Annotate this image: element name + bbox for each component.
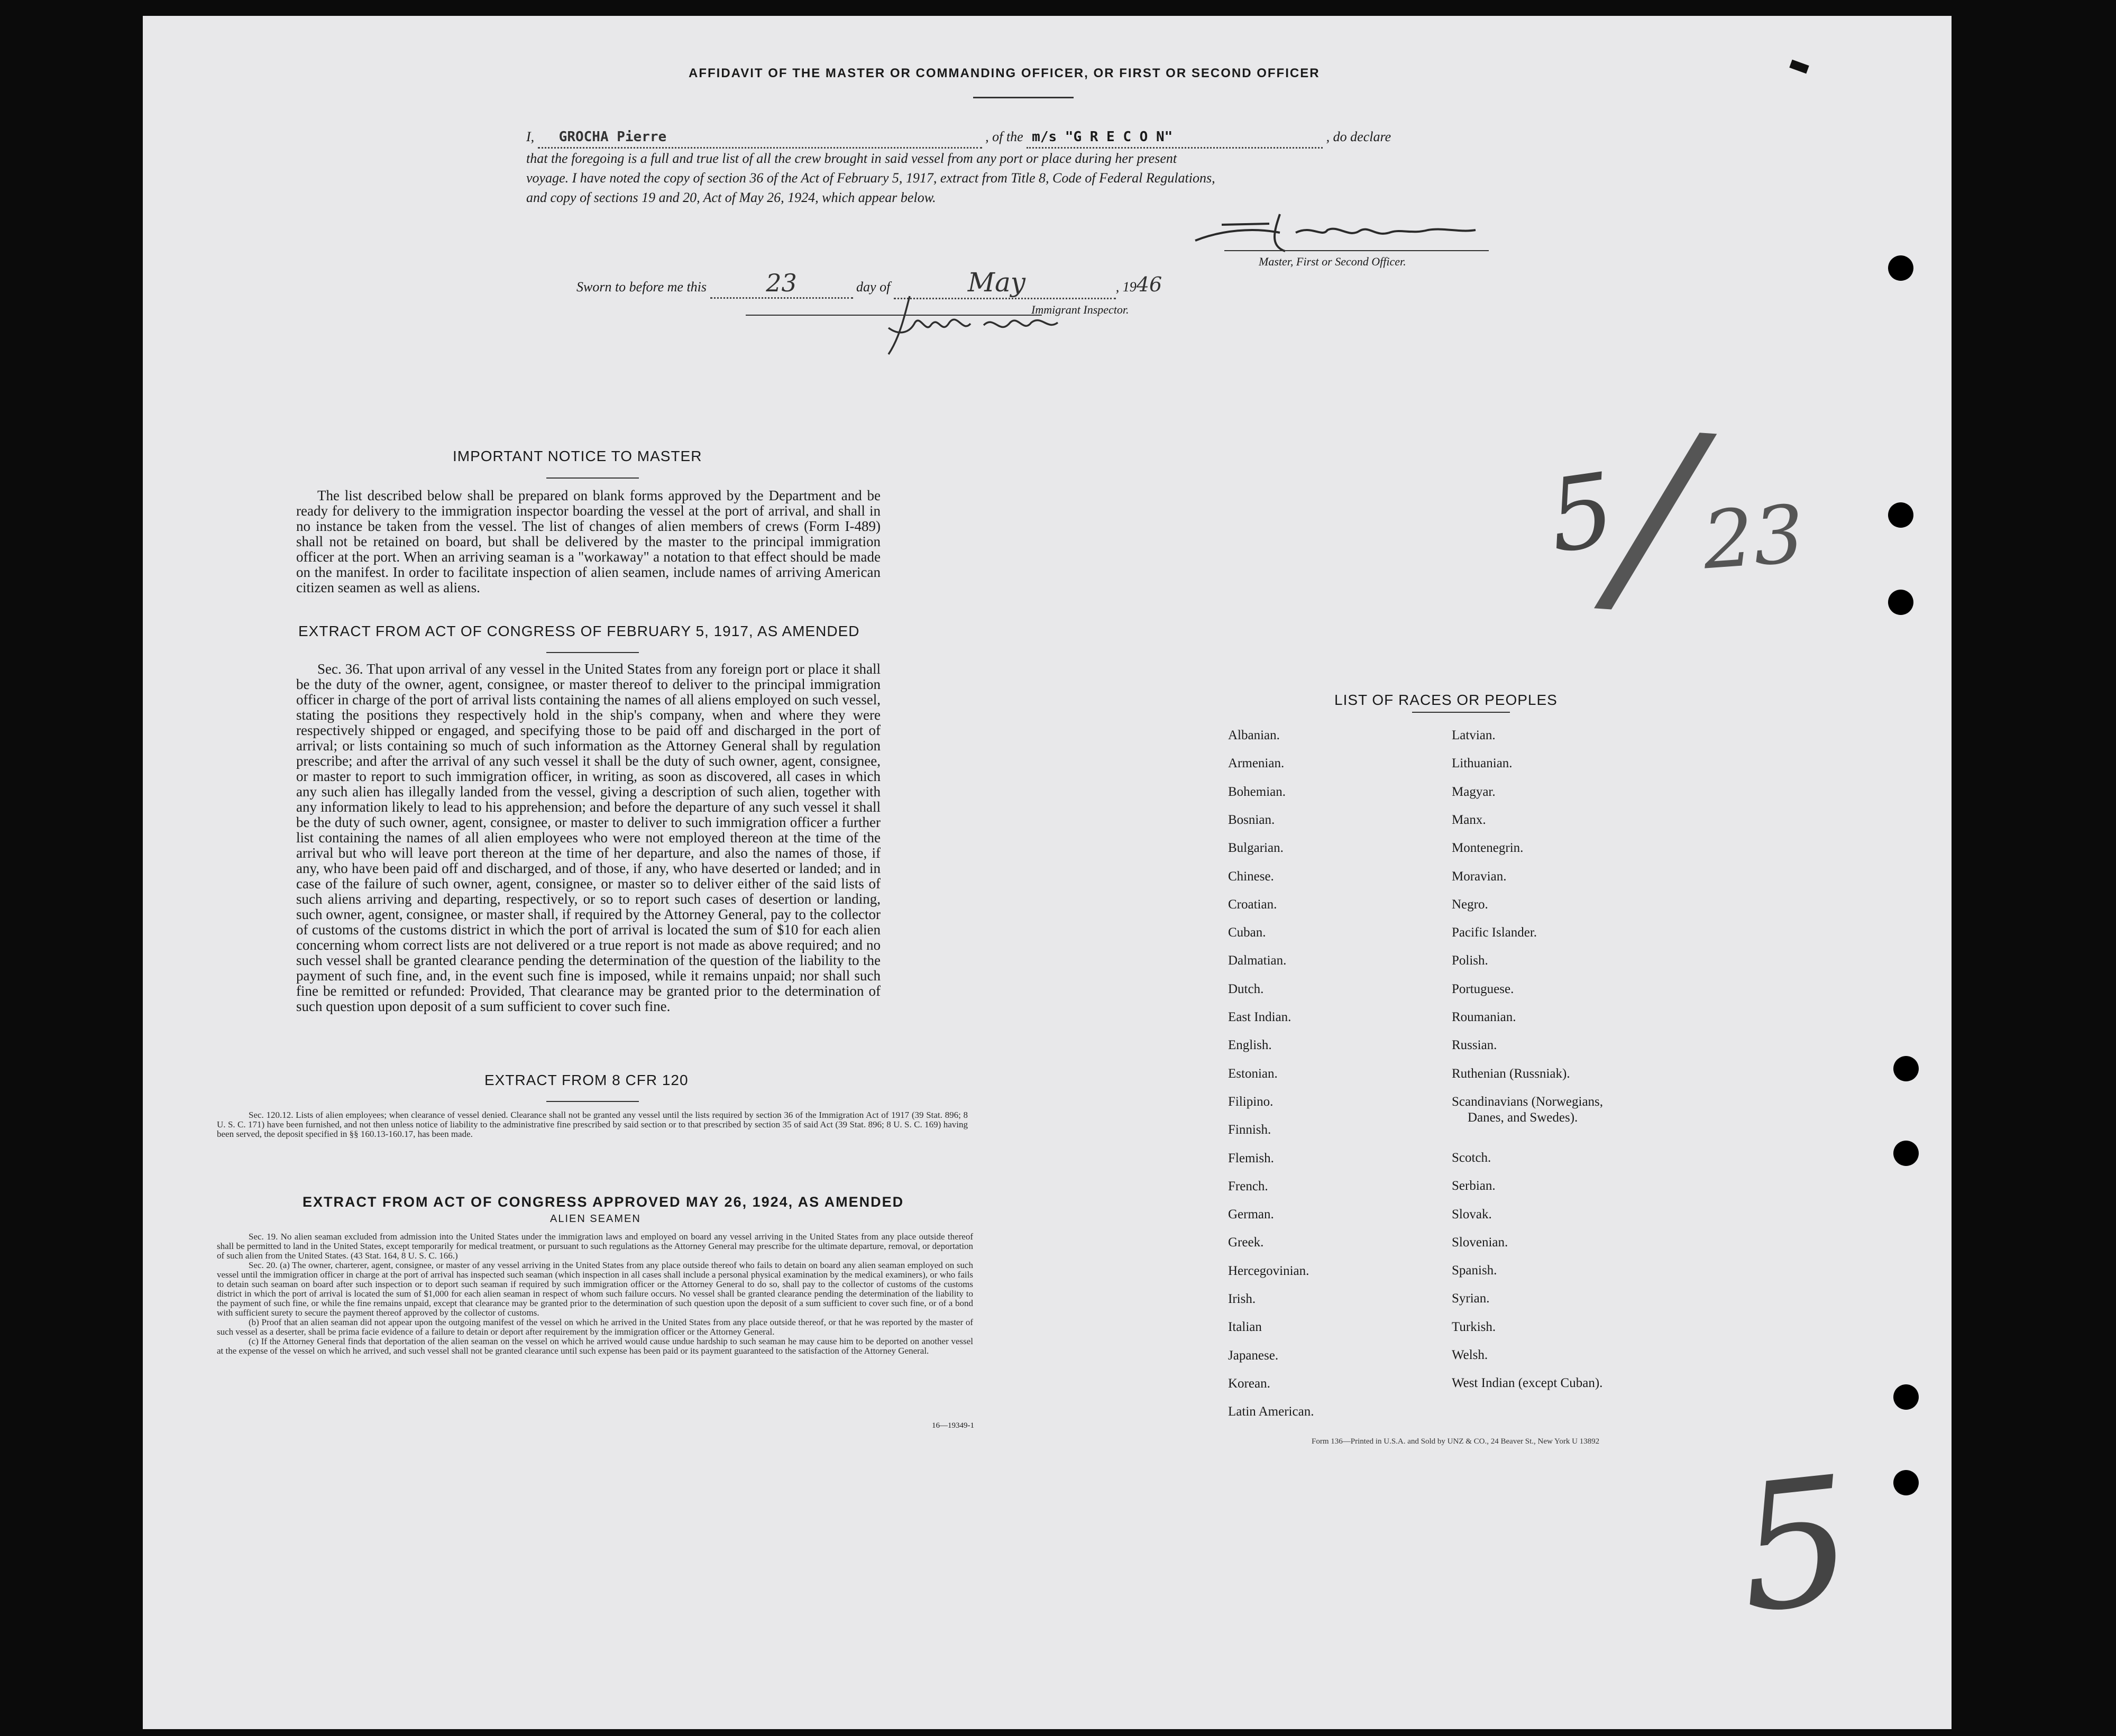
master-caption: Master, First or Second Officer. [1259,255,1406,268]
section-19: Sec. 19. No alien seaman excluded from admission into the United States under the immigration laws and employed on board any vessel arriving in the United States from any place outside thereof shall be permitted to land in the United States, except temporarily for medical treatment, or pursuant to such regulations as the Attorney General may prescribe for the ultimate departure, removal, or deportation of such alien from the United States. (43 Stat. 164, 8 U. S. C. 166.) [217,1232,973,1261]
section-20a: Sec. 20. (a) The owner, charterer, agent, consignee, or master of any vessel arriving in the United States from any place outside thereof who fails to detain on board any alien seaman employed on such vessel until the immigration officer in charge at the port of arrival has inspected such seaman (which inspection in all cases shall include a personal physical examination by the medical examiners), or who fails to detain such seaman on board after such inspection or to deport such seaman if required by such immigration officer or the Attorney General to do so, shall pay to the collector of customs of the customs district in which the port of arrival is located the sum of $1,000 for each alien seaman in respect of whom such failure occurs. No vessel shall be granted clearance pending the determination of the liability to the payment of such fine, or while the fine remains unpaid, except that clearance may be granted prior to the determination of such question upon the deposit of a sum sufficient to cover such fine, or of a bond with sufficient surety to secure the payment thereof approved by the collector of customs. [217,1260,973,1318]
race-item: Spanish. [1452,1263,1497,1278]
notice-text: The list described below shall be prepared on blank forms approved by the Department and be ready for delivery to the immigration inspector boarding the vessel at the port of arrival, and shall in no instance be taken from the vessel. The list of changes of alien members of crews (Form I-489) shall not be retained on board, but shall be delivered by the master to the principal immigration officer at the port. When an arriving seaman is a "workaway" a notation to that effect should be made on the manifest. In order to facilitate inspection of alien seamen, include names of arriving American citizen seamen as well as aliens. [296,488,881,595]
extract-cfr-text: Sec. 120.12. Lists of alien employees; when clearance of vessel denied. Clearance shall not be granted any vessel until the lists required by section 36 of the Immigration Act of 1917 (39 Stat. 896; 8 U. S. C. 171) have been furnished, and not then unless notice of liability to the administrative fine prescribed by said section or to that prescribed by section 35 of said Act (39 Stat. 896; 8 U. S. C. 169) having been served, the deposit specified in §§ 160.13-160.17, has been made. [217,1110,968,1139]
date-note-23: 23 [1700,488,1807,587]
title-rule [973,97,1074,98]
master-name: GROCHA Pierre [558,129,667,145]
extract-1917-title: EXTRACT FROM ACT OF CONGRESS OF FEBRUARY 5, 1917, AS AMENDED [298,623,860,639]
race-item: East Indian. [1228,1010,1291,1024]
race-item: Flemish. [1228,1151,1274,1165]
notice-rule [546,477,639,479]
race-item: Danes, and Swedes). [1468,1110,1578,1125]
affidavit-title: AFFIDAVIT OF THE MASTER OR COMMANDING OFFICER, OR FIRST OR SECOND OFFICER [689,66,1320,80]
year-suffix: 46 [1136,273,1162,296]
form-number: 16—19349-1 [932,1421,974,1430]
race-item: Armenian. [1228,756,1285,771]
race-item: Bosnian. [1228,812,1275,827]
extract-1924-subtitle: ALIEN SEAMEN [550,1213,641,1225]
race-item: French. [1228,1179,1268,1193]
race-item: Negro. [1452,897,1488,912]
race-item: Pacific Islander. [1452,925,1537,940]
race-item: Finnish. [1228,1123,1271,1137]
inspector-signature-line [746,315,1042,316]
race-item: Croatian. [1228,897,1277,912]
race-item: Italian [1228,1320,1262,1335]
races-rule [1412,712,1510,713]
corner-number: 5 [1729,1438,1862,1652]
extract-cfr-rule [546,1101,639,1102]
race-item: Turkish. [1452,1319,1496,1334]
printer-imprint: Form 136—Printed in U.S.A. and Sold by UNZ & CO., 24 Beaver St., New York U 13892 [1312,1437,1600,1446]
binder-hole [1888,590,1913,615]
race-item: English. [1228,1038,1272,1053]
race-item: Latvian. [1452,728,1496,742]
race-item: Portuguese. [1452,981,1514,996]
race-item: Moravian. [1452,869,1507,884]
race-item: Dutch. [1228,981,1264,996]
do-declare-label: , do declare [1326,129,1391,144]
declaration-first-line [526,127,1520,149]
race-item: Serbian. [1452,1179,1496,1193]
date-note-slash: / [1609,383,1702,647]
master-signature-line [1224,250,1489,251]
race-item: Irish. [1228,1292,1256,1306]
master-name-field [538,127,982,149]
extract-1917-text: Sec. 36. That upon arrival of any vessel in the United States from any foreign port or place it shall be the duty of the owner, agent, consignee, or master thereof to deliver to the principal immigration officer in charge of the port of arrival lists containing the names of all aliens employed on such vessel, stating the positions they respectively hold in the ship's company, when and where they were respectively shipped or engaged, and specifying those to be paid off and discharged in the port of arrival; or lists containing so much of such information as the Attorney General shall by regulation prescribe; and after the arrival of any such vessel it shall be the duty of such owner, agent, consignee, or master to report to such immigration officer, in writing, as soon as discovered, all cases in which any such alien has illegally landed from the vessel, giving a description of such alien, together with any information likely to lead to his apprehension; and before the departure of any such vessel it shall be the duty of such owner, agent, consignee, or master to deliver to such immigration officer a further list containing the names of all alien employees who were not employed thereon at the time of the arrival but who will leave port thereon at the time of her departure, and also the names of those, if any, who have been paid off and discharged, and of those, if any, who have deserted or landed; and in case of the failure of such owner, agent, consignee, or master so to deliver either of the said lists of such aliens arriving and departing, respectively, or so to report such cases of desertion or landing, such owner, agent, consignee, or master shall, if required by the Attorney General, pay to the collector of customs of the customs district in which the port of arrival is located the sum of $10 for each alien concerning whom correct lists are not delivered or a true report is not made as above required; and no such vessel shall be granted clearance pending the determination of the question of the liability to the payment of such fine, and, in the event such fine is imposed, while it remains unpaid; nor shall such fine be remitted or refunded: Provided, That clearance may be granted prior to the determination of such question upon deposit of a sum sufficient to cover such fine. [296,661,881,1014]
binder-hole [1893,1470,1919,1495]
vessel-name: m/s "G R E C O N" [1032,129,1173,145]
race-item: Scotch. [1452,1150,1491,1165]
race-item: Welsh. [1452,1348,1488,1362]
race-item: Albanian. [1228,728,1280,742]
race-item: Russian. [1452,1038,1497,1053]
binder-hole [1893,1141,1919,1166]
sworn-day: 23 [766,269,797,297]
binder-hole [1893,1056,1919,1081]
declaration-line-3: and copy of sections 19 and 20, Act of May 26, 1924, which appear below. [526,190,936,205]
section-20c: (c) If the Attorney General finds that deportation of the alien seaman on the vessel on which he arrived would cause undue hardship to such seaman he may cause him to be deported on another vessel at the expense of the vessel on which he arrived, and such vessel shall not be granted clearance until such expense has been paid or its payment guaranteed to the satisfaction of the Attorney General. [217,1336,973,1356]
document-page [143,16,1952,1729]
sworn-label: Sworn to before me this [576,279,707,295]
races-title: LIST OF RACES OR PEOPLES [1334,692,1558,708]
declaration-line-2: voyage. I have noted the copy of section 36 of the Act of February 5, 1917, extract from Title 8, Code of Federal Regulations, [526,170,1215,186]
binder-hole [1893,1384,1919,1410]
race-item: Ruthenian (Russniak). [1452,1066,1570,1081]
race-item: Slovenian. [1452,1235,1508,1250]
master-signature [1190,209,1486,256]
race-item: Montenegrin. [1452,841,1524,856]
race-item: Slovak. [1452,1207,1492,1221]
race-item: Bulgarian. [1228,841,1284,856]
of-the-label: , of the [985,129,1023,144]
race-item: West Indian (except Cuban). [1452,1376,1603,1391]
race-item: Magyar. [1452,784,1496,799]
race-item: Latin American. [1228,1404,1314,1419]
race-item: Korean. [1228,1376,1270,1391]
extract-1924-text [217,1232,973,1356]
extract-1924-title: EXTRACT FROM ACT OF CONGRESS APPROVED MAY 26, 1924, AS AMENDED [303,1194,904,1210]
section-20b: (b) Proof that an alien seaman did not appear upon the outgoing manifest of the vessel on which he arrived in the United States from any place outside thereof, or that he was reported by the master of such vessel as a deserter, shall be prima facie evidence of a failure to detain or deport after requirement by the immigration officer or the Attorney General. [217,1317,973,1337]
race-item: Filipino. [1228,1094,1274,1109]
notice-title: IMPORTANT NOTICE TO MASTER [453,448,702,464]
sworn-month: May [967,267,1026,298]
race-item: Bohemian. [1228,784,1286,799]
date-note-5: 5 [1542,451,1622,576]
declaration-line-1: that the foregoing is a full and true list of all the crew brought in said vessel from any port or place during her present [526,151,1177,166]
year-prefix: , 19 [1115,279,1137,295]
race-item: Polish. [1452,953,1488,968]
race-item: Manx. [1452,812,1486,827]
race-item: Japanese. [1228,1348,1279,1363]
race-item: Roumanian. [1452,1010,1516,1024]
race-item: Estonian. [1228,1066,1278,1081]
extract-1917-rule [546,652,639,653]
inspector-caption: Immigrant Inspector. [1031,303,1129,316]
race-item: Greek. [1228,1235,1264,1250]
race-item: Lithuanian. [1452,756,1513,771]
vessel-field [1027,127,1323,149]
inspector-signature [878,286,1100,365]
race-item: Dalmatian. [1228,953,1287,968]
race-item: Hercegovinian. [1228,1263,1309,1278]
sworn-day-field [710,269,853,299]
binder-hole [1888,502,1913,528]
race-item: Cuban. [1228,925,1266,940]
binder-hole [1888,255,1913,281]
race-item: Syrian. [1452,1291,1490,1306]
affidavit-declaration [526,127,1520,207]
race-item: Scandinavians (Norwegians, [1452,1094,1604,1109]
i-label: I, [526,129,535,144]
race-item: German. [1228,1207,1274,1222]
extract-cfr-title: EXTRACT FROM 8 CFR 120 [484,1072,689,1088]
day-of-label: day of [856,279,891,295]
race-item: Chinese. [1228,869,1274,884]
